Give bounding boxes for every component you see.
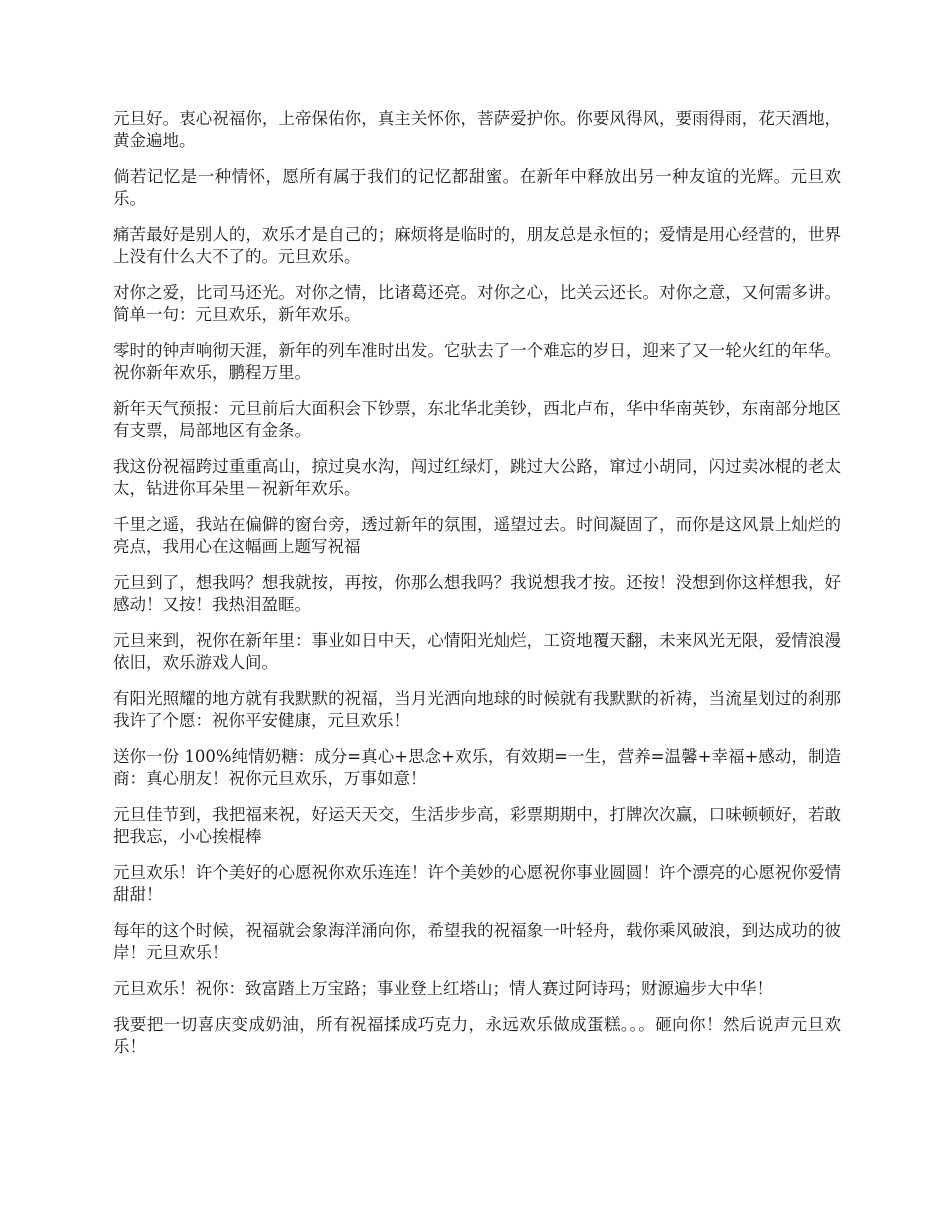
paragraph: 元旦到了，想我吗？想我就按，再按，你那么想我吗？我说想我才按。还按！没想到你这样想我，好感动！又按！我热泪盈眶。: [113, 573, 841, 614]
paragraph: 倘若记忆是一种情怀，愿所有属于我们的记忆都甜蜜。在新年中释放出另一种友谊的光辉。元旦欢乐。: [113, 167, 841, 208]
paragraph: 元旦好。衷心祝福你，上帝保佑你，真主关怀你，菩萨爱护你。你要风得风，要雨得雨，花天酒地，黄金遍地。: [113, 109, 841, 150]
paragraph: 我这份祝福跨过重重高山，掠过臭水沟，闯过红绿灯，跳过大公路，窜过小胡同，闪过卖冰棍的老太太，钻进你耳朵里－祝新年欢乐。: [113, 457, 841, 498]
paragraph: 痛苦最好是别人的，欢乐才是自己的；麻烦将是临时的，朋友总是永恒的；爱情是用心经营的，世界上没有什么大不了的。元旦欢乐。: [113, 225, 841, 266]
paragraph: 元旦欢乐！祝你：致富踏上万宝路；事业登上红塔山；情人赛过阿诗玛；财源遍步大中华！: [113, 979, 773, 998]
paragraph: 送你一份 100%纯情奶糖：成分=真心+思念+欢乐，有效期=一生，营养=温馨+幸福+感动，制造商：真心朋友！祝你元旦欢乐，万事如意！: [113, 747, 841, 788]
paragraph: 元旦欢乐！许个美好的心愿祝你欢乐连连！许个美妙的心愿祝你事业圆圆！许个漂亮的心愿祝你爱情甜甜！: [113, 863, 841, 904]
paragraph: 元旦佳节到，我把福来祝，好运天天交，生活步步高，彩票期期中，打牌次次赢，口味顿顿好，若敢把我忘，小心挨棍棒: [113, 805, 841, 846]
document-body: [113, 108, 841, 1072]
paragraph: 元旦来到，祝你在新年里：事业如日中天，心情阳光灿烂，工资地覆天翻，未来风光无限，爱情浪漫依旧，欢乐游戏人间。: [113, 631, 841, 672]
paragraph: 我要把一切喜庆变成奶油，所有祝福揉成巧克力，永远欢乐做成蛋糕。。。砸向你！然后说声元旦欢乐！: [113, 1015, 841, 1056]
paragraph: 每年的这个时候，祝福就会象海洋涌向你，希望我的祝福象一叶轻舟，载你乘风破浪，到达成功的彼岸！元旦欢乐！: [113, 921, 841, 962]
paragraph: 零时的钟声响彻天涯，新年的列车准时出发。它驮去了一个难忘的岁日，迎来了又一轮火红的年华。祝你新年欢乐，鹏程万里。: [113, 341, 841, 382]
paragraph: 对你之爱，比司马还光。对你之情，比诸葛还亮。对你之心，比关云还长。对你之意，又何需多讲。简单一句：元旦欢乐，新年欢乐。: [113, 283, 841, 324]
paragraph: 千里之遥，我站在偏僻的窗台旁，透过新年的氛围，遥望过去。时间凝固了，而你是这风景上灿烂的亮点，我用心在这幅画上题写祝福: [113, 515, 841, 556]
paragraph: 新年天气预报：元旦前后大面积会下钞票，东北华北美钞，西北卢布，华中华南英钞，东南部分地区有支票，局部地区有金条。: [113, 399, 841, 440]
paragraph: 有阳光照耀的地方就有我默默的祝福，当月光洒向地球的时候就有我默默的祈祷，当流星划过的刹那我许了个愿：祝你平安健康，元旦欢乐！: [113, 689, 841, 730]
